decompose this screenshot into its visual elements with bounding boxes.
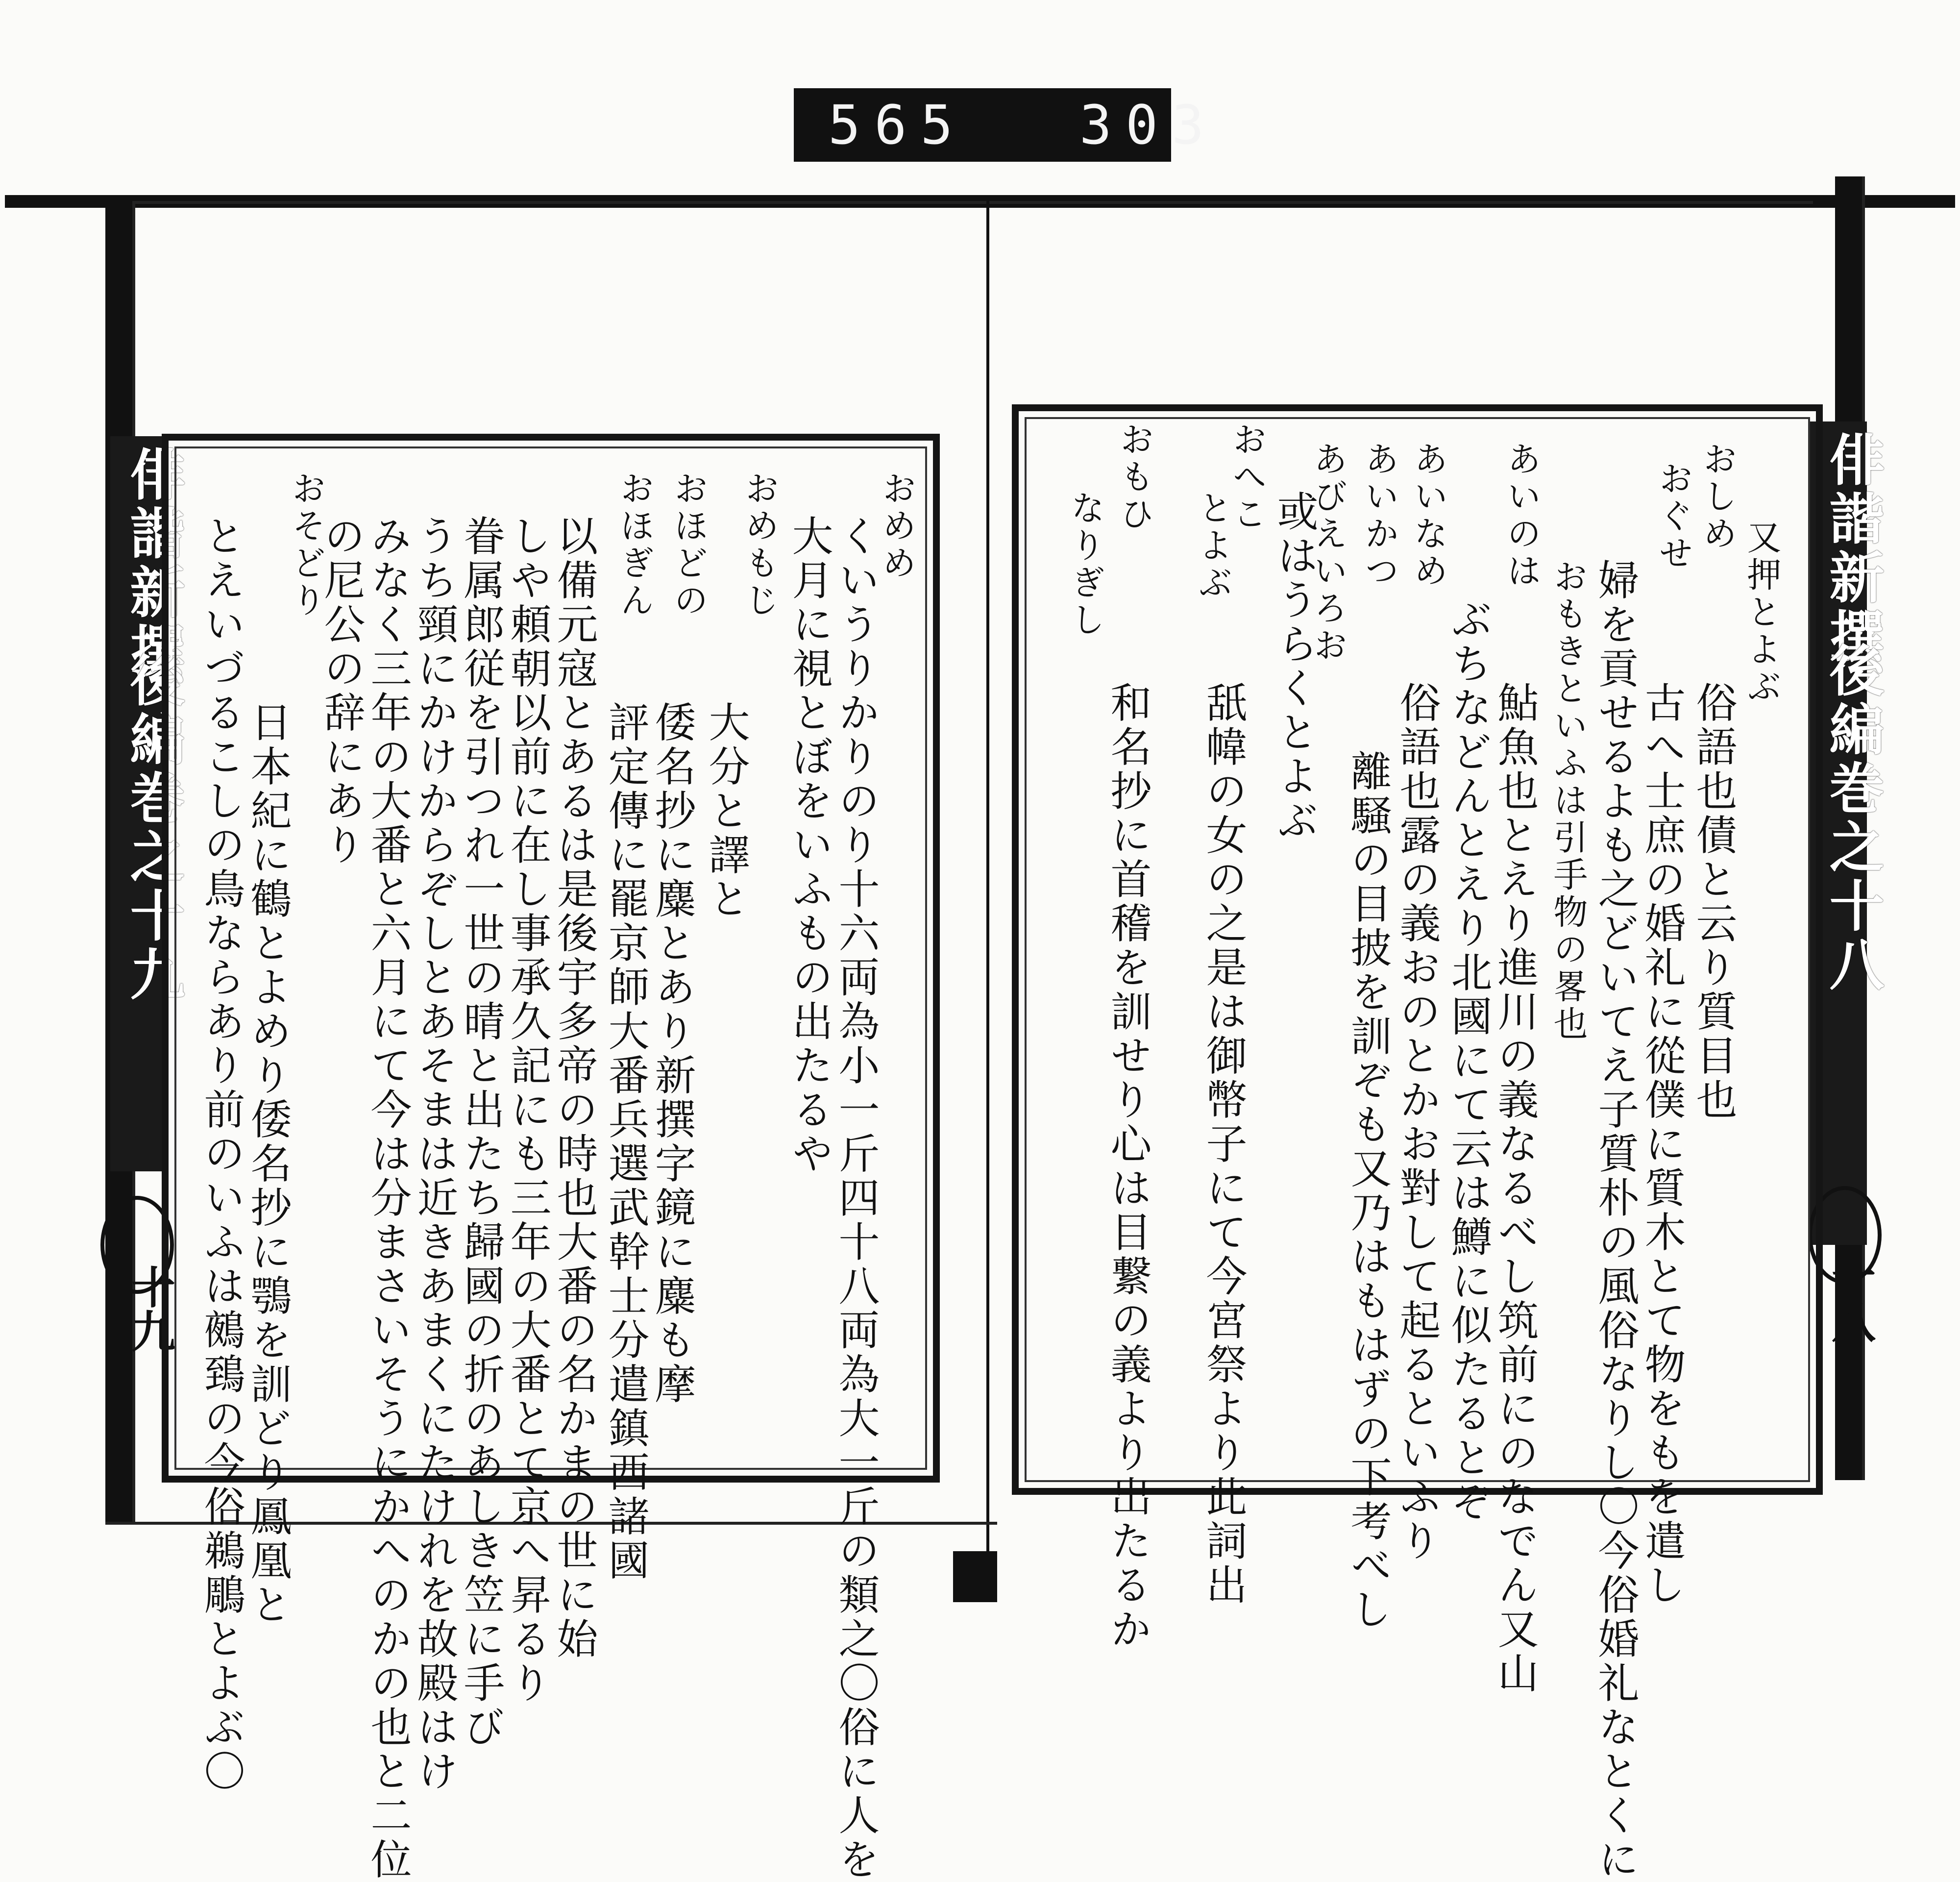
right-col-13: あいかつ <box>1359 441 1399 590</box>
right-col-17: おへこ <box>1227 421 1267 533</box>
right-col-7: おもきといふは引手物の畧也 <box>1548 559 1588 1043</box>
left-col-9: 評定傳に罷京師大番兵選武幹士分遣鎮西諸國 <box>602 701 650 1583</box>
bottom-weight <box>953 1551 997 1602</box>
right-spine-volume: 後編巻之十八 <box>1820 642 1885 995</box>
left-col-18: とえいづるこしの鳥ならあり前のいふは鵺鵄の今俗鵜鵰とよぶ〇 <box>197 515 245 1794</box>
left-col-3: 大月に視とぼをいふもの出たるや <box>785 515 833 1176</box>
left-spine-title: 俳諧新撰 <box>121 446 185 681</box>
left-col-14: みなく三年の大番と六月にて今は分まさいそうにかへのかの也と二位 <box>364 515 412 1882</box>
left-col-10: 以備元寇とあるは是後宇多帝の時也大番の名かまの世に始 <box>550 515 598 1661</box>
right-page-number: 十八 <box>1824 1255 1876 1343</box>
left-col-2: くいうりかりのり十六両為小一斤四十八両為大一斤の類之〇俗に人を <box>832 515 880 1882</box>
left-col-11: しや頼朝以前に在し事承久記にも三年の大番とて京へ昇るり <box>504 515 552 1706</box>
right-col-10: ぶちなどんとえり北國にて云は鱒に似たるとぞ <box>1445 598 1493 1524</box>
right-col-22: なりぎし <box>1065 490 1105 639</box>
left-spine-volume: 後編巻之十九 <box>121 652 185 1005</box>
right-col-8: あいのは <box>1501 441 1542 590</box>
top-edge-line <box>122 201 1813 204</box>
right-col-18: とよぶ <box>1193 490 1233 602</box>
right-col-20: おもひ <box>1114 421 1154 533</box>
left-col-17: 日本紀に鶴とよめり倭名抄に鶚を訓どり鳳凰と <box>244 701 292 1627</box>
right-col-9: 鮎魚也とえり進川の義なるべし筑前にのなでん又山 <box>1491 681 1539 1696</box>
left-col-1: おめめ <box>877 470 917 582</box>
right-col-2: おしめ <box>1697 441 1738 553</box>
right-col-21: 和名抄に首稽を訓せり心は目繋の義より出たるか <box>1104 681 1152 1652</box>
catalog-number-left: 565 <box>828 94 967 156</box>
left-col-6: おほどの <box>668 470 709 619</box>
right-col-19: 舐幃の女の之是は御幣子にて今宮祭より此詞出 <box>1200 681 1248 1608</box>
center-gutter-line <box>986 201 989 1563</box>
left-col-4: おめもじ <box>739 470 780 619</box>
left-col-16: おそどり <box>286 470 326 619</box>
left-col-5: 大分と譯と <box>702 701 750 921</box>
right-col-11: あいなめ <box>1408 441 1448 590</box>
right-col-14: 離騒の目披を訓ぞも又乃はもはずの下考べし <box>1344 750 1392 1632</box>
right-col-5: 古へ士庶の婚礼に從僕に質木とて物をもを遣し <box>1638 681 1686 1608</box>
left-col-7: 倭名抄に麋とあり新撰字鏡に麋も摩 <box>648 701 696 1407</box>
left-col-15: の尼公の辞にあり <box>318 515 366 867</box>
left-page-number: 十九 <box>123 1264 175 1353</box>
left-col-8: おほぎん <box>614 470 655 619</box>
right-col-16: 或はうらくとよぶ <box>1271 490 1319 843</box>
right-col-6: 婦を貢せるよも之どいてえ子質朴の風俗なりし〇今俗婚礼なとくに <box>1592 559 1640 1882</box>
right-col-15: あびえいろお <box>1308 441 1348 665</box>
left-col-13: うち頸にかけからぞしとあそまは近きあまくにたけれを故殿はけ <box>411 515 459 1794</box>
right-col-12: 俗語也露の義おのとかお對して起るといふり <box>1393 681 1441 1563</box>
right-col-4: おぐせ <box>1653 461 1693 572</box>
right-col-3: 俗語也債と云り質目也 <box>1690 681 1738 1122</box>
right-spine-title: 俳諧新撰 <box>1820 431 1885 667</box>
catalog-number-right: 303 <box>1079 94 1218 156</box>
right-col-1: 又押とよぶ <box>1741 520 1782 706</box>
catalog-label <box>794 88 1218 162</box>
left-col-12: 眷属郎従を引つれ一世の晴と出たち歸國の折のあしき笠に手び <box>457 515 505 1750</box>
